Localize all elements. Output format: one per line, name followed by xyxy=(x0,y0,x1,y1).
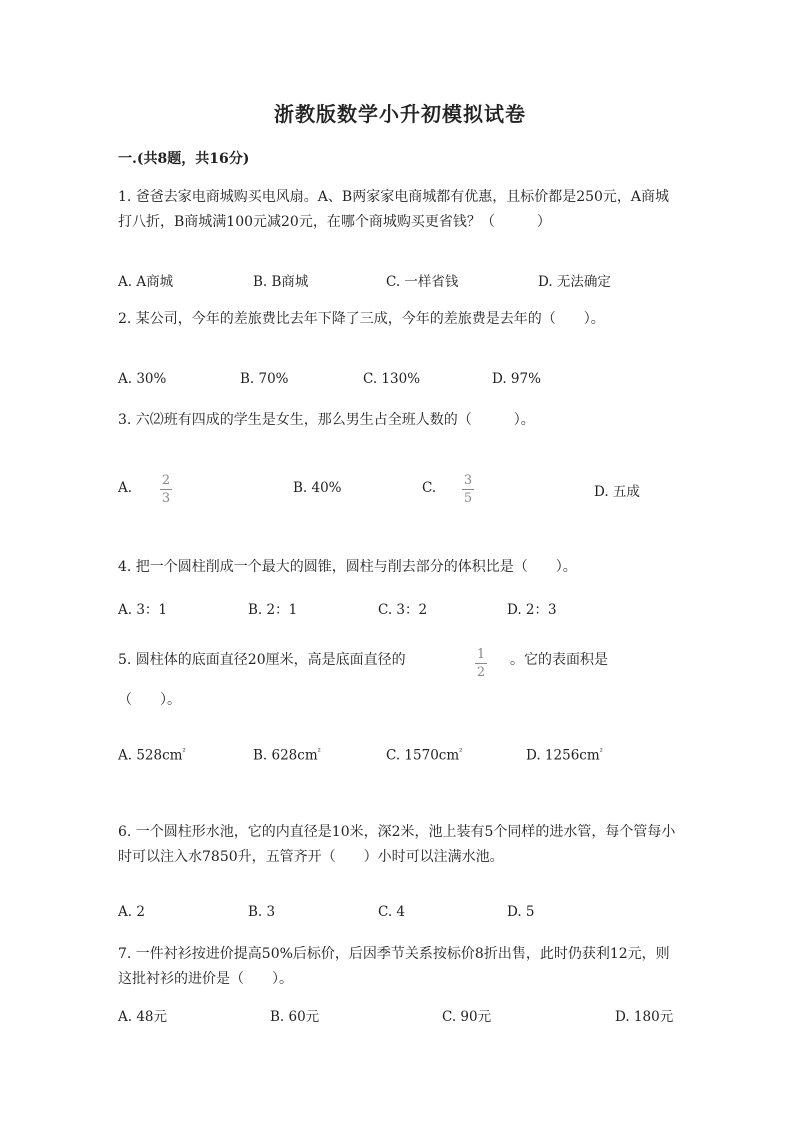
q4-option-a: A. 3：1 xyxy=(118,602,168,618)
fraction-numerator: 3 xyxy=(463,473,473,488)
q1-option-b: B. B商城 xyxy=(253,274,309,290)
fraction-denominator: 5 xyxy=(463,491,473,506)
q5-option-b xyxy=(253,747,321,764)
q3-option-d: D. 五成 xyxy=(594,484,640,500)
q5-fraction xyxy=(475,647,487,680)
question-3-stem: 3. 六⑵班有四成的学生是女生，那么男生占全班人数的（ ）。 xyxy=(118,412,535,428)
unit-superscript: ² xyxy=(599,747,603,756)
q2-option-c: C. 130% xyxy=(363,371,421,387)
question-5-stem-part2: 。它的表面积是 xyxy=(510,652,608,668)
q6-option-c: C. 4 xyxy=(378,904,406,920)
option-text: A. 528cm xyxy=(118,747,183,764)
exam-title: 浙教版数学小升初模拟试卷 xyxy=(274,102,526,126)
fraction-numerator: 1 xyxy=(476,647,486,662)
question-4-stem: 4. 把一个圆柱削成一个最大的圆锥，圆柱与削去部分的体积比是（ ）。 xyxy=(118,559,577,575)
q7-option-d: D. 180元 xyxy=(615,1009,674,1025)
fraction-bar xyxy=(475,663,487,664)
q6-option-a: A. 2 xyxy=(118,904,145,920)
q3-option-c: C. xyxy=(422,480,437,496)
q4-option-c: C. 3：2 xyxy=(378,602,428,618)
unit-superscript: ² xyxy=(459,747,463,756)
q6-option-d: D. 5 xyxy=(507,904,535,920)
q3-fraction-c xyxy=(462,473,474,506)
q6-option-b: B. 3 xyxy=(248,904,276,920)
option-text: C. 1570cm xyxy=(386,747,460,764)
q2-option-b: B. 70% xyxy=(240,371,289,387)
q2-option-d: D. 97% xyxy=(492,371,541,387)
question-7-stem: 7. 一件衬衫按进价提高50%后标价，后因季节关系按标价8折出售，此时仍获利12元，则这批衬衫的进价是（ ）。 xyxy=(118,946,670,987)
q1-option-c: C. 一样省钱 xyxy=(386,274,459,290)
q5-option-c xyxy=(386,747,462,764)
fraction-bar xyxy=(160,489,172,490)
q7-option-a: A. 48元 xyxy=(118,1009,168,1025)
fraction-denominator: 3 xyxy=(161,491,171,506)
q3-option-a: A. xyxy=(118,480,133,496)
q3-option-b: B. 40% xyxy=(293,480,342,496)
question-2-stem: 2. 某公司，今年的差旅费比去年下降了三成，今年的差旅费是去年的（ ）。 xyxy=(118,311,605,327)
q1-option-a: A. A商城 xyxy=(118,274,174,290)
q2-option-a: A. 30% xyxy=(118,371,167,387)
q4-option-b: B. 2：1 xyxy=(248,602,298,618)
q1-option-d: D. 无法确定 xyxy=(538,274,611,290)
unit-superscript: ² xyxy=(182,747,186,756)
q5-option-a xyxy=(118,747,186,764)
q7-option-c: C. 90元 xyxy=(442,1009,492,1025)
q4-option-d: D. 2：3 xyxy=(507,602,557,618)
q7-option-b: B. 60元 xyxy=(270,1009,320,1025)
option-text: B. 628cm xyxy=(253,747,318,764)
option-text: D. 1256cm xyxy=(526,747,600,764)
fraction-denominator: 2 xyxy=(476,665,486,680)
unit-superscript: ² xyxy=(317,747,321,756)
section-heading: 一.(共8题，共16分) xyxy=(118,151,250,167)
question-6-stem: 6. 一个圆柱形水池，它的内直径是10米，深2米，池上装有5个同样的进水管，每个管每小时可以注入水7850升，五管齐开（ ）小时可以注满水池。 xyxy=(118,824,676,865)
q5-option-d xyxy=(526,747,603,764)
question-1-stem: 1. 爸爸去家电商城购买电风扇。A、B两家家电商城都有优惠，且标价都是250元，A商城打八折，B商城满100元减20元，在哪个商城购买更省钱？（ ） xyxy=(118,189,670,230)
fraction-bar xyxy=(462,489,474,490)
fraction-numerator: 2 xyxy=(161,473,171,488)
question-5-stem-part3: （ ）。 xyxy=(118,692,181,708)
question-5-stem-part1: 5. 圆柱体的底面直径20厘米，高是底面直径的 xyxy=(118,652,406,668)
q3-fraction-a xyxy=(160,473,172,506)
